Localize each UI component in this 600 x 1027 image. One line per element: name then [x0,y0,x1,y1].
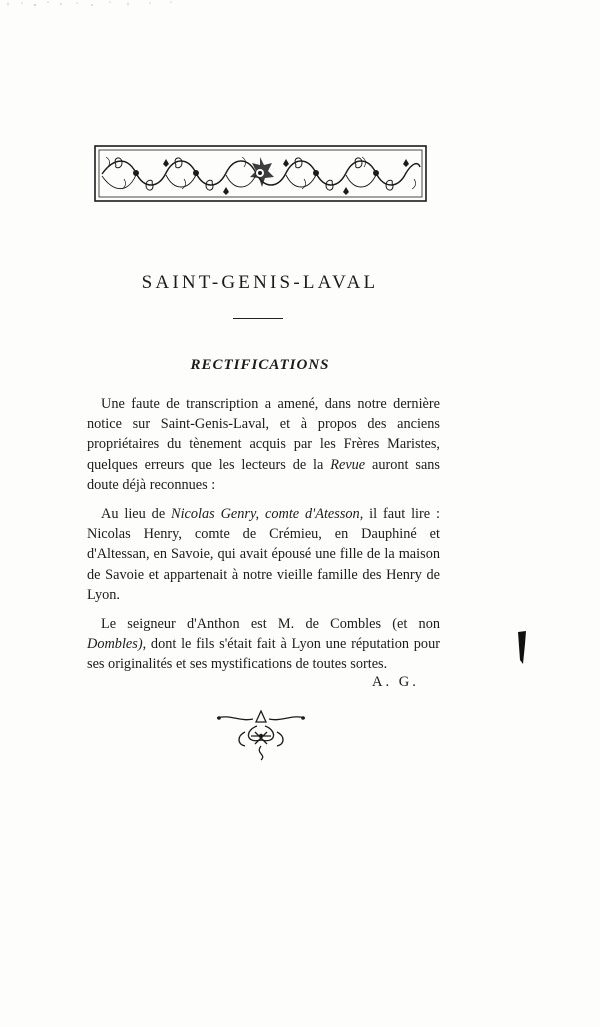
section-heading: RECTIFICATIONS [190,357,330,373]
author-initials: A. G. [372,674,419,690]
scan-edge-speckle [0,0,200,10]
text-run: , dont le fils s'était fait à Lyon une réputation pour ses originalités et ses mystifications de toutes sortes. [87,636,440,673]
text-run: Le seigneur d'Anthon est M. de Combles (et non [101,616,440,633]
italic-text: Dombles) [87,636,143,653]
paragraph [87,394,440,495]
page-title: SAINT-GENIS-LAVAL [141,272,379,293]
paragraph [87,614,440,675]
italic-text: Nicolas Genry, comte d'Atesson [171,506,360,523]
edge-ink-mark [516,630,528,666]
text-run: Au lieu de [101,506,172,523]
text-run: , il faut lire : Nicolas Henry, comte de Crémieu, en Dauphiné et d'Altessan, en Savoie, qui avait épousé une fille de la maison de Savoie et appartenait à notre vieille famille des Henry de Lyon. [87,506,440,603]
text-run: auront sans doute déjà reconnues : [87,456,440,493]
tailpiece-ornament [215,710,307,762]
text-run: Une faute de transcription a amené, dans notre dernière notice sur Saint-Genis-Laval, et à propos des anciens propriétaires du tènement acquis par les Frères Maristes, quelques erreurs que les lecteurs de la [87,396,440,473]
body-text [87,394,440,684]
title-rule [233,318,283,319]
headpiece-ornament [94,145,427,202]
italic-text: Revue [330,456,366,473]
paragraph [87,504,440,605]
